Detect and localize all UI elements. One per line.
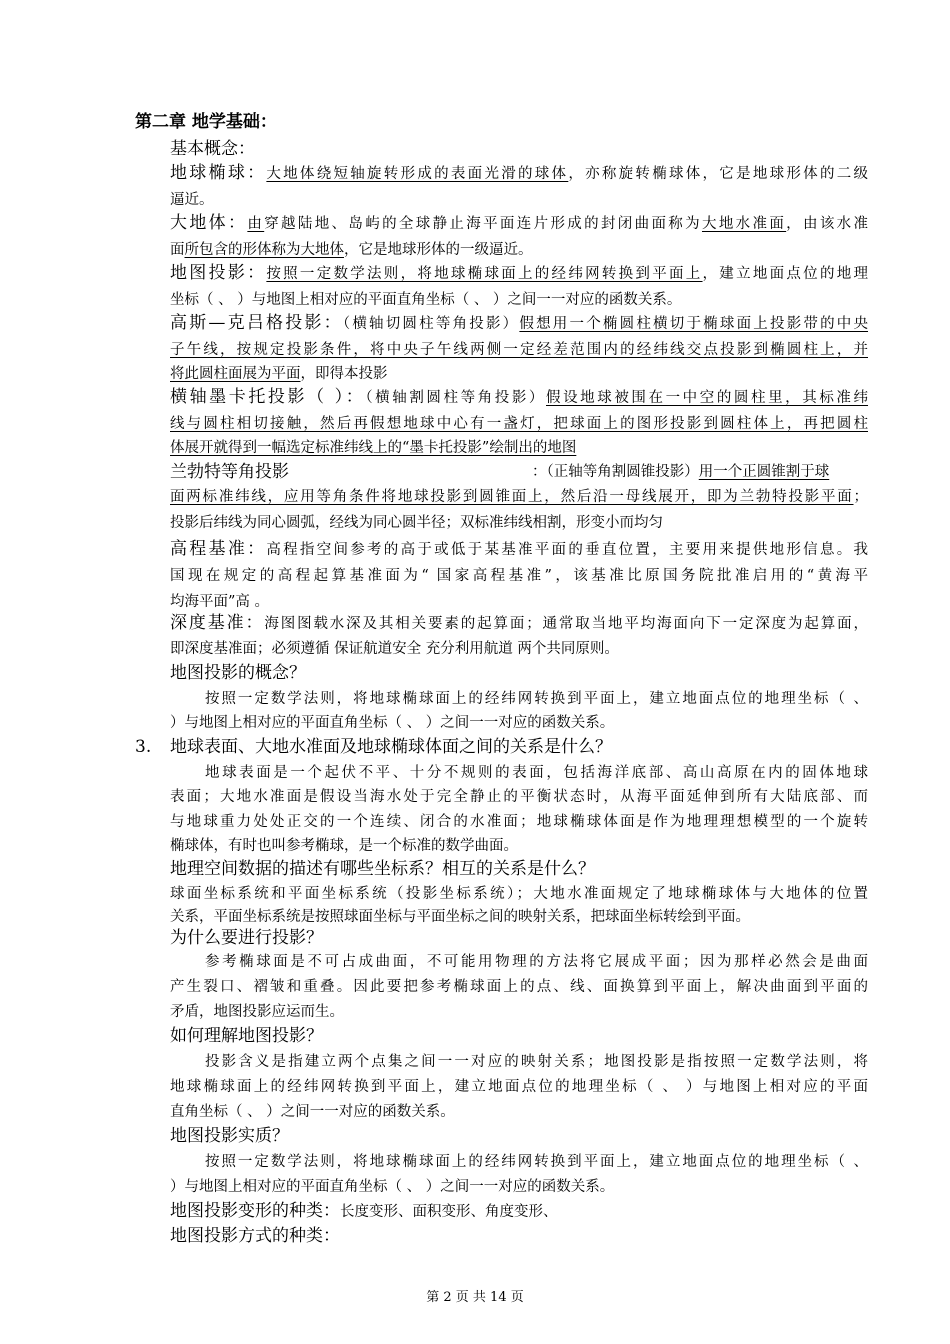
- text-run: ：（正轴等角割圆锥投影）: [532, 464, 699, 480]
- underlined-text: 假设地球被围在一中空的圆柱里，其标准纬: [546, 390, 869, 406]
- text-run: 海图图载水深及其相关要素的起算面；通常取当地平均海面向下一定深度为起算面，: [264, 616, 869, 632]
- text-line: [170, 412, 868, 436]
- text-run: 投影后纬线为同心圆弧，经线为同心圆半径；双标准纬线相割，形变小而均匀: [170, 515, 663, 531]
- text-line: [170, 1100, 455, 1124]
- list-number: 3.: [135, 737, 152, 757]
- text-line: [170, 882, 868, 906]
- text-line: [170, 1199, 558, 1224]
- text-line: [170, 1175, 614, 1199]
- text-line: [170, 1224, 340, 1249]
- text-line: [170, 311, 868, 336]
- text-run: 参考椭球面是不可占成曲面，不可能用物理的方法将它展成平面；因为那样必然会是曲面: [205, 954, 868, 970]
- text-line: [170, 211, 868, 236]
- text-run: 投影含义是指建立两个点集之间一一对应的映射关系；地图投影是指按照一定数学法则，将: [205, 1054, 868, 1070]
- underlined-text: 大地体绕短轴旋转形成的表面光滑的球体: [266, 166, 569, 182]
- term-label: 大地体：: [170, 213, 248, 233]
- text-run: 长度变形、面积变形、角度变形、: [340, 1204, 558, 1220]
- text-line: [170, 1000, 344, 1024]
- text-run: ，建立地面点位的地理: [702, 266, 869, 282]
- underlined-text: 面两标准纬线，应用等角条件将地球投影到圆锥面上，然后沿一母线展开，即为兰勃特投影平面: [170, 489, 854, 505]
- text-line: [170, 1124, 289, 1149]
- text-line: [170, 564, 868, 588]
- text-run: 球面坐标系统和平面坐标系统（投影坐标系统）；大地水准面规定了地球椭球体与大地体的位置: [170, 886, 868, 902]
- text-line: [170, 661, 306, 686]
- underlined-text: 线与圆柱相切接触，然后再假想地球中心有一盏灯，把球面上的图形投影到圆柱体上，再把圆柱: [170, 416, 868, 432]
- text-run: ，亦称旋转椭球体，它是地球形体的二级: [568, 166, 869, 182]
- text-line: [205, 950, 868, 974]
- text-run: 坐标（ 、 ）与地图上相对应的平面直角坐标（ 、 ）之间一一对应的函数关系。: [170, 292, 682, 308]
- term-label: 地球表面、大地水准面及地球椭球体面之间的关系是什么？: [170, 737, 612, 757]
- text-run: 高程指空间参考的高于或低于某基准平面的垂直位置，主要用来提供地形信息。我: [266, 542, 868, 558]
- term-label: 地图投影实质？: [170, 1126, 289, 1146]
- term-label: 高斯—克吕格投影：: [170, 313, 343, 333]
- term-label: 高程基准：: [170, 539, 267, 559]
- term-label: 横轴墨卡托投影（ ）：: [170, 387, 366, 407]
- term-label: 地球椭球：: [170, 163, 267, 183]
- text-line: [170, 436, 576, 460]
- text-run: 与地球重力处处正交的一个连续、闭合的水准面；地球椭球体面是作为地理理想模型的一个旋转: [170, 814, 868, 830]
- term-label: 如何理解地图投影？: [170, 1026, 323, 1046]
- term-label: 地图投影方式的种类：: [170, 1226, 340, 1246]
- text-line: [205, 761, 868, 785]
- term-label: 地图投影的概念？: [170, 663, 306, 683]
- text-line: [170, 857, 595, 882]
- text-line: [170, 238, 533, 262]
- text-line: [170, 188, 214, 212]
- text-line: [170, 485, 868, 509]
- text-run: ）与地图上相对应的平面直角坐标（ 、 ）之间一一对应的函数关系。: [170, 715, 615, 731]
- page-footer: 第 2 页 共 14 页: [426, 1290, 524, 1305]
- chapter-title: 第二章 地学基础：: [135, 112, 277, 132]
- text-run: 均海平面”高 。: [170, 594, 270, 610]
- text-line: [170, 511, 663, 535]
- underlined-text: 用一个正圆锥割于球: [698, 464, 830, 480]
- text-line: [170, 161, 868, 186]
- text-run: ，即得本投影: [300, 366, 388, 382]
- text-run: 椭球体，有时也叫参考椭球，是一个标准的数学曲面。: [170, 838, 518, 854]
- text-line: [170, 537, 868, 562]
- text-line: [170, 834, 518, 858]
- text-run: 穿越陆地、岛屿的全球静止海平面连片形成的封闭曲面称为: [264, 216, 702, 232]
- text-line: [170, 137, 255, 162]
- text-line: [170, 460, 289, 485]
- text-run: 产生裂口、褶皱和重叠。因此要把参考椭球面上的点、线、面换算到平面上，解决曲面到平面的: [170, 979, 868, 995]
- text-line: [170, 1024, 323, 1049]
- underlined-text: 子午线，按规定投影条件，将中央子午线两侧一定经差范围内的经纬线交点投影到椭圆柱上，并: [170, 342, 868, 358]
- text-line: [205, 1050, 868, 1074]
- text-line: [170, 711, 614, 735]
- term-label: 地图投影变形的种类：: [170, 1201, 340, 1221]
- text-run: 按照一定数学法则，将地球椭球面上的经纬网转换到平面上，建立地面点位的地理坐标（ 、: [205, 1154, 868, 1170]
- term-label: 兰勃特等角投影: [170, 462, 289, 482]
- term-label: 深度基准：: [170, 613, 265, 633]
- underlined-text: 大地水准面: [701, 216, 787, 232]
- underlined-text: 将此圆柱面展为平面: [170, 366, 301, 382]
- text-line: [170, 261, 868, 286]
- text-run: 地球椭球面上的经纬网转换到平面上，建立地面点位的地理坐标（ 、 ）与地图上相对应的平面: [170, 1079, 868, 1095]
- text-line: [170, 385, 868, 410]
- text-line: [170, 338, 868, 362]
- lambert-definition-start: [532, 460, 829, 484]
- text-run: ，它是地球形体的一级逼近。: [344, 242, 533, 258]
- text-run: 面: [170, 242, 185, 258]
- term-label: 地图投影：: [170, 263, 267, 283]
- text-line: [170, 810, 868, 834]
- text-line: [170, 637, 619, 661]
- text-line: [170, 926, 323, 951]
- text-line: [205, 687, 868, 711]
- underlined-text: 所包含的形体称为大地体: [184, 242, 344, 258]
- text-line: [170, 362, 388, 386]
- text-run: ）与地图上相对应的平面直角坐标（ 、 ）之间一一对应的函数关系。: [170, 1179, 615, 1195]
- text-run: 逼近。: [170, 192, 214, 208]
- underlined-text: 按照一定数学法则，将地球椭球面上的经纬网转换到平面上: [266, 266, 703, 282]
- text-run: 矛盾，地图投影应运而生。: [170, 1004, 344, 1020]
- text-run: 即深度基准面；必须遵循 保证航道安全 充分利用航道 两个共同原则。: [170, 641, 619, 657]
- text-line: [170, 1075, 868, 1099]
- text-run: ；: [853, 489, 868, 505]
- text-line: [170, 288, 681, 312]
- text-run: 关系，平面坐标系统是按照球面坐标与平面坐标之间的映射关系，把球面坐标转绘到平面。: [170, 909, 750, 925]
- text-run: 国现在规定的高程起算基准面为“ 国家高程基准”，该基准比原国务院批准启用的“黄海平: [170, 568, 868, 584]
- term-label: 为什么要进行投影？: [170, 928, 323, 948]
- text-run: 表面；大地水准面是假设当海水处于完全静止的平衡状态时，从海平面延伸到所有大陆底部、而: [170, 789, 868, 805]
- underlined-text: 由: [247, 216, 265, 232]
- text-line: [170, 611, 868, 636]
- text-line: [170, 785, 868, 809]
- underlined-text: 体展开就得到一幅选定标准纬线上的“墨卡托投影”绘制出的地图: [170, 440, 577, 456]
- text-run: 地球表面是一个起伏不平、十分不规则的表面，包括海洋底部、高山高原在内的固体地球: [205, 765, 868, 781]
- text-run: 直角坐标（ 、 ）之间一一对应的函数关系。: [170, 1104, 455, 1120]
- text-line: [170, 735, 612, 760]
- text-run: 按照一定数学法则，将地球椭球面上的经纬网转换到平面上，建立地面点位的地理坐标（ 、: [205, 691, 868, 707]
- text-line: [205, 1150, 868, 1174]
- text-run: ，由该水准: [786, 216, 869, 232]
- text-line: [170, 975, 868, 999]
- underlined-text: 假想用一个椭圆柱横切于椭球面上投影带的中央: [519, 316, 869, 332]
- term-label: 基本概念：: [170, 139, 255, 159]
- text-run: （横轴切圆柱等角投影）: [342, 316, 520, 332]
- term-label: 地理空间数据的描述有哪些坐标系？相互的关系是什么？: [170, 859, 595, 879]
- text-run: （横轴割圆柱等角投影）: [365, 390, 546, 406]
